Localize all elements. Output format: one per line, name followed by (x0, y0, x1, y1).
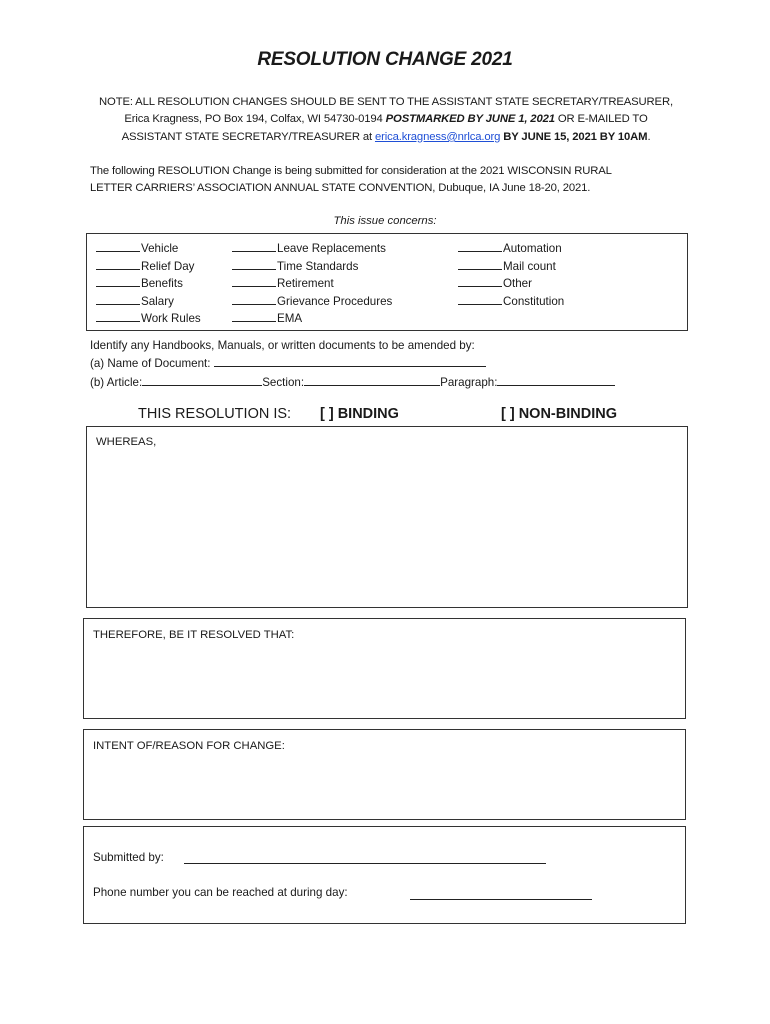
issue-label: Grievance Procedures (277, 294, 393, 308)
intent-label: INTENT OF/REASON FOR CHANGE: (93, 740, 285, 752)
resolved-label: THEREFORE, BE IT RESOLVED THAT: (93, 629, 295, 641)
issue-item[interactable] (458, 240, 564, 258)
issue-label: Leave Replacements (277, 242, 386, 255)
issue-blank[interactable] (96, 275, 140, 287)
intro-paragraph (90, 163, 690, 198)
document-name-field[interactable] (214, 354, 486, 367)
document-name-row (90, 354, 710, 372)
page-title: RESOLUTION CHANGE 2021 (257, 49, 513, 70)
paragraph-field[interactable] (497, 373, 615, 386)
whereas-label: WHEREAS, (96, 436, 157, 448)
issue-label: Relief Day (141, 259, 195, 273)
issue-blank[interactable] (232, 293, 276, 305)
issues-column-1 (96, 240, 201, 328)
issue-blank[interactable] (232, 310, 276, 322)
issue-label: Constitution (503, 294, 565, 308)
issue-item[interactable] (96, 258, 201, 276)
issue-label: Automation (503, 242, 562, 255)
identify-instruction: Identify any Handbooks, Manuals, or written documents to be amended by: (90, 339, 475, 352)
issue-item[interactable] (458, 258, 564, 276)
issue-label: Mail count (503, 259, 556, 273)
phone-label: Phone number you can be reached at during day: (93, 886, 348, 899)
issues-checklist-box (86, 233, 688, 331)
email-deadline: BY JUNE 15, 2021 BY 10AM (500, 130, 648, 143)
issue-label: Other (503, 277, 532, 290)
note-period: . (647, 130, 651, 143)
issue-blank[interactable] (96, 293, 140, 305)
resolution-type-label: THIS RESOLUTION IS: (138, 406, 292, 422)
issue-label: Benefits (141, 277, 183, 290)
paragraph-label: Paragraph: (440, 375, 498, 389)
issue-label: EMA (277, 312, 303, 325)
amended-documents-section (90, 337, 710, 391)
issue-item[interactable] (232, 310, 392, 328)
issue-item[interactable] (458, 293, 564, 311)
issue-item[interactable] (96, 293, 201, 311)
issues-column-3 (458, 240, 564, 310)
intro-line-2: LETTER CARRIERS’ ASSOCIATION ANNUAL STATE CONVENTION, Dubuque, IA June 18-20, 2021. (90, 182, 591, 195)
issue-label: Salary (141, 294, 174, 308)
phone-field[interactable] (410, 899, 592, 900)
issue-blank[interactable] (458, 258, 502, 270)
submitter-box (83, 826, 686, 924)
intro-line-1: The following RESOLUTION Change is being submitted for consideration at the 2021 WISCONSIN RURAL (90, 165, 612, 177)
issue-label: Retirement (277, 277, 334, 290)
issue-blank[interactable] (458, 293, 502, 305)
article-label: (b) Article: (90, 375, 143, 389)
submitted-by-field[interactable] (184, 863, 546, 864)
document-name-label: (a) Name of Document: (90, 357, 214, 371)
issue-blank[interactable] (96, 240, 140, 252)
note-recipient: ASSISTANT STATE SECRETARY/TREASURER at (121, 130, 375, 143)
issue-item[interactable] (96, 310, 201, 328)
postmark-deadline: POSTMARKED BY JUNE 1, 2021 (385, 113, 555, 126)
issue-blank[interactable] (232, 258, 276, 270)
whereas-box[interactable] (86, 426, 688, 608)
issue-item[interactable] (232, 258, 392, 276)
intent-box[interactable] (83, 729, 686, 820)
note-line-1: NOTE: ALL RESOLUTION CHANGES SHOULD BE SENT TO THE ASSISTANT STATE SECRETARY/TREASURER, (99, 96, 673, 108)
article-row (90, 373, 710, 391)
issue-label: Vehicle (141, 242, 179, 255)
issue-item[interactable] (232, 293, 392, 311)
submission-note (84, 94, 688, 146)
issue-blank[interactable] (232, 240, 276, 252)
note-line-3 (84, 129, 688, 146)
issues-column-2 (232, 240, 392, 328)
note-or-emailed: OR E-MAILED TO (554, 113, 648, 126)
binding-checkbox[interactable]: [ ] BINDING (320, 406, 399, 422)
issue-label: Time Standards (277, 259, 359, 273)
submitted-by-label: Submitted by: (93, 851, 164, 864)
issue-item[interactable] (232, 240, 392, 258)
issue-blank[interactable] (458, 240, 502, 252)
issue-blank[interactable] (96, 310, 140, 322)
issue-blank[interactable] (96, 258, 140, 270)
article-field[interactable] (142, 373, 262, 386)
email-link[interactable]: erica.kragness@nrlca.org (374, 130, 501, 143)
resolved-box[interactable] (83, 618, 686, 719)
issue-item[interactable] (232, 275, 392, 293)
issue-item[interactable] (458, 275, 564, 293)
concerns-label: This issue concerns: (333, 215, 437, 227)
issue-label: Work Rules (141, 312, 201, 325)
non-binding-checkbox[interactable]: [ ] NON-BINDING (501, 406, 617, 422)
section-label: Section: (262, 375, 305, 389)
note-line-2 (84, 111, 688, 128)
issue-item[interactable] (96, 240, 201, 258)
issue-blank[interactable] (458, 275, 502, 287)
note-address: Erica Kragness, PO Box 194, Colfax, WI 54730-0194 (124, 113, 386, 126)
issue-item[interactable] (96, 275, 201, 293)
section-field[interactable] (304, 373, 440, 386)
issue-blank[interactable] (232, 275, 276, 287)
